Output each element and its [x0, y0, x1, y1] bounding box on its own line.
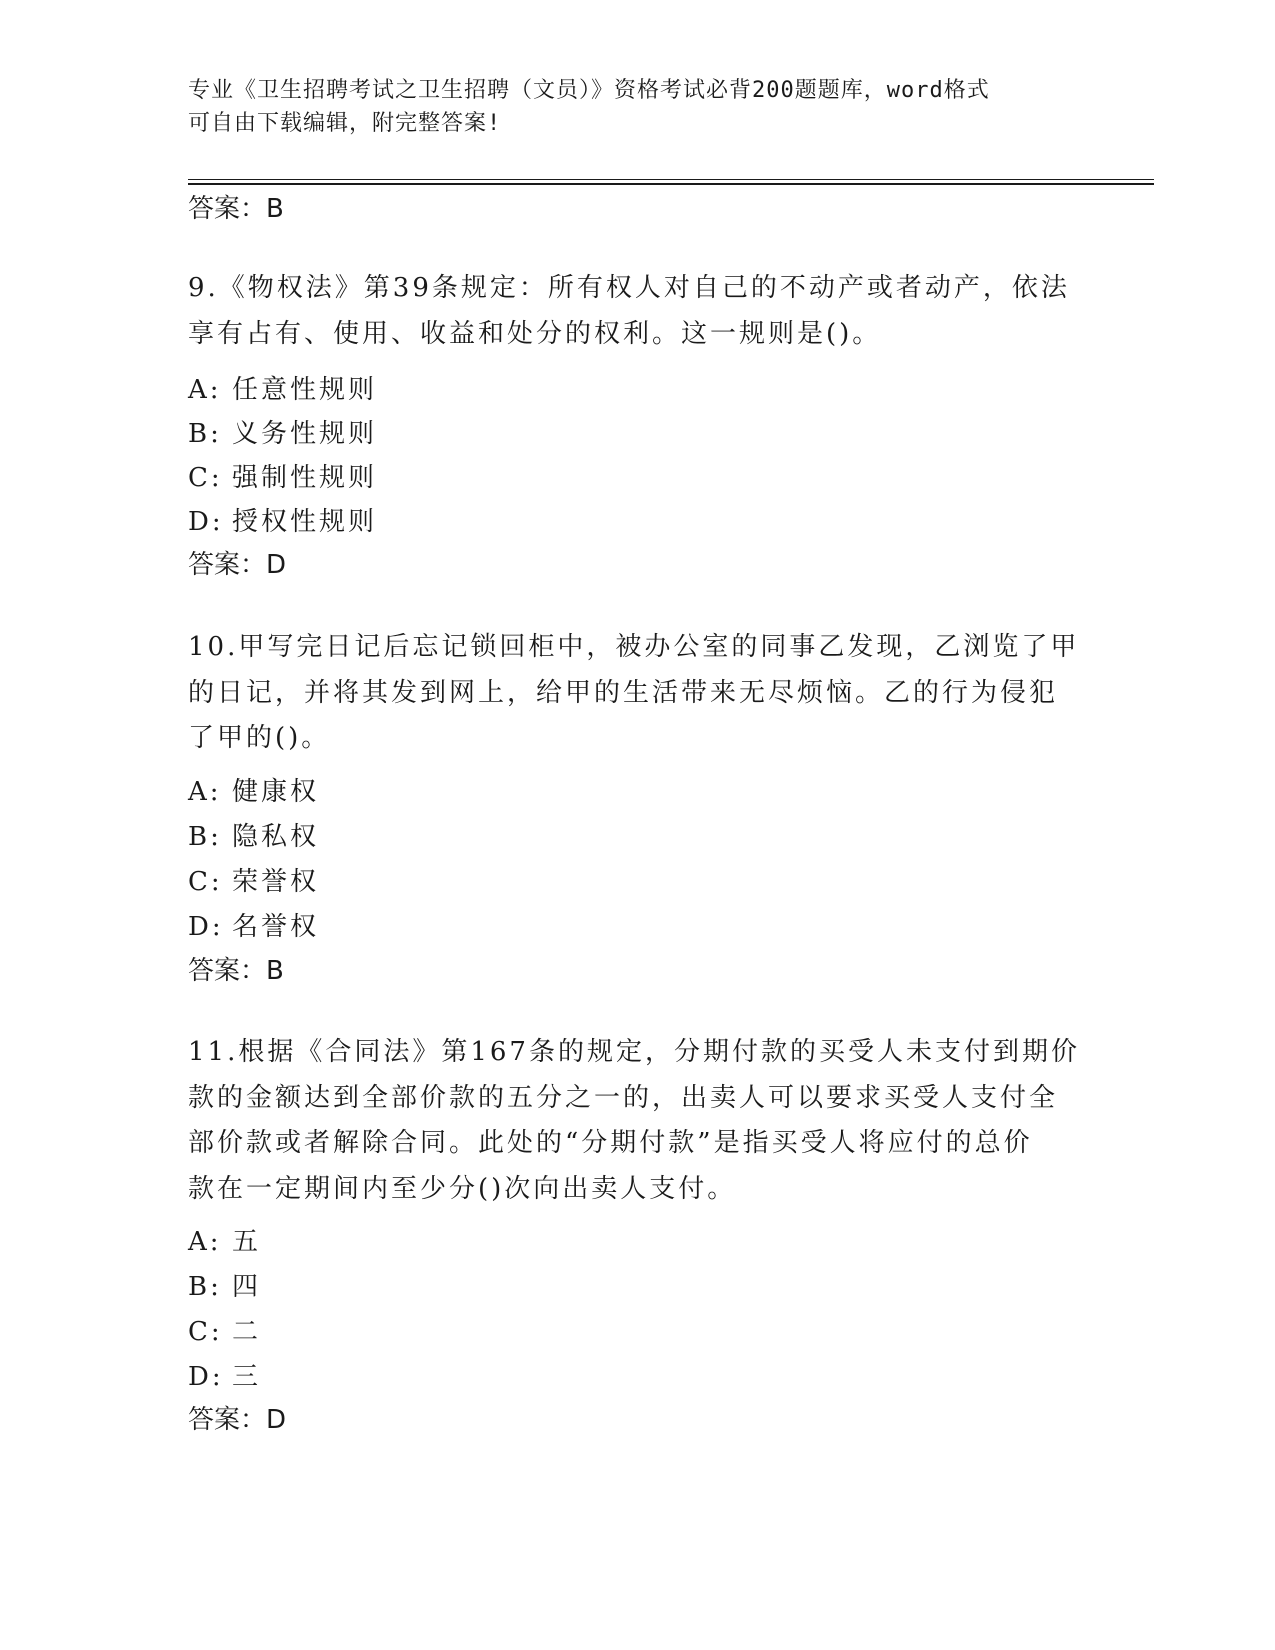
- option-b: [188, 1270, 261, 1304]
- option-key: D:: [188, 1362, 224, 1392]
- option-text: 义务性规则: [232, 419, 378, 449]
- option-d: [188, 910, 319, 944]
- question-9: [188, 266, 1078, 357]
- option-key: A:: [188, 777, 222, 807]
- option-b: [188, 417, 377, 451]
- answer: 答案：D: [188, 1405, 287, 1435]
- header-divider-thin: [188, 179, 1154, 180]
- option-d: [188, 505, 377, 539]
- option-text: 二: [232, 1317, 262, 1347]
- option-text: 强制性规则: [232, 463, 378, 493]
- option-text: 任意性规则: [232, 375, 378, 405]
- option-d: [188, 1360, 261, 1394]
- option-text: 五: [232, 1227, 262, 1257]
- option-key: B:: [188, 822, 222, 852]
- option-c: [188, 461, 377, 495]
- question-line: 11.根据《合同法》第167条的规定，分期付款的买受人未支付到期价: [188, 1037, 1080, 1067]
- option-key: D:: [188, 507, 224, 537]
- option-key: A:: [188, 375, 222, 405]
- option-key: A:: [188, 1227, 222, 1257]
- option-c: [188, 1315, 261, 1349]
- header-line-1: 专业《卫生招聘考试之卫生招聘（文员）》资格考试必背200题题库，word格式: [188, 78, 990, 103]
- option-b: [188, 820, 319, 854]
- answer: 答案：D: [188, 550, 287, 580]
- question-line: 10.甲写完日记后忘记锁回柜中，被办公室的同事乙发现，乙浏览了甲: [188, 632, 1080, 662]
- option-key: D:: [188, 912, 224, 942]
- document-header: [188, 74, 1068, 140]
- option-text: 荣誉权: [232, 867, 320, 897]
- question-line: 9.《物权法》第39条规定：所有权人对自己的不动产或者动产，依法: [188, 273, 1070, 303]
- question-line: 享有占有、使用、收益和处分的权利。这一规则是()。: [188, 318, 882, 349]
- question-line: 了甲的()。: [188, 723, 331, 753]
- question-10: [188, 625, 1078, 762]
- question-line: 款在一定期间内至少分()次向出卖人支付。: [188, 1173, 737, 1204]
- option-text: 隐私权: [232, 822, 320, 852]
- header-line-2: 可自由下载编辑，附完整答案!: [188, 111, 502, 136]
- question-line: 部价款或者解除合同。此处的“分期付款”是指买受人将应付的总价: [188, 1128, 1033, 1158]
- answer-previous: 答案：B: [188, 194, 284, 224]
- header-divider-thick: [188, 183, 1154, 185]
- question-11: [188, 1030, 1078, 1212]
- option-key: C:: [188, 1317, 223, 1347]
- option-key: C:: [188, 867, 223, 897]
- answer: 答案：B: [188, 956, 284, 986]
- option-text: 四: [232, 1272, 262, 1302]
- option-text: 名誉权: [232, 912, 320, 942]
- option-text: 三: [232, 1362, 262, 1392]
- option-a: [188, 373, 377, 407]
- question-line: 的日记，并将其发到网上，给甲的生活带来无尽烦恼。乙的行为侵犯: [188, 677, 1059, 708]
- option-a: [188, 775, 319, 809]
- question-line: 款的金额达到全部价款的五分之一的，出卖人可以要求买受人支付全: [188, 1082, 1059, 1113]
- option-key: B:: [188, 419, 222, 449]
- option-key: B:: [188, 1272, 222, 1302]
- option-a: [188, 1225, 261, 1259]
- option-key: C:: [188, 463, 223, 493]
- option-text: 健康权: [232, 777, 320, 807]
- option-text: 授权性规则: [232, 507, 378, 537]
- option-c: [188, 865, 319, 899]
